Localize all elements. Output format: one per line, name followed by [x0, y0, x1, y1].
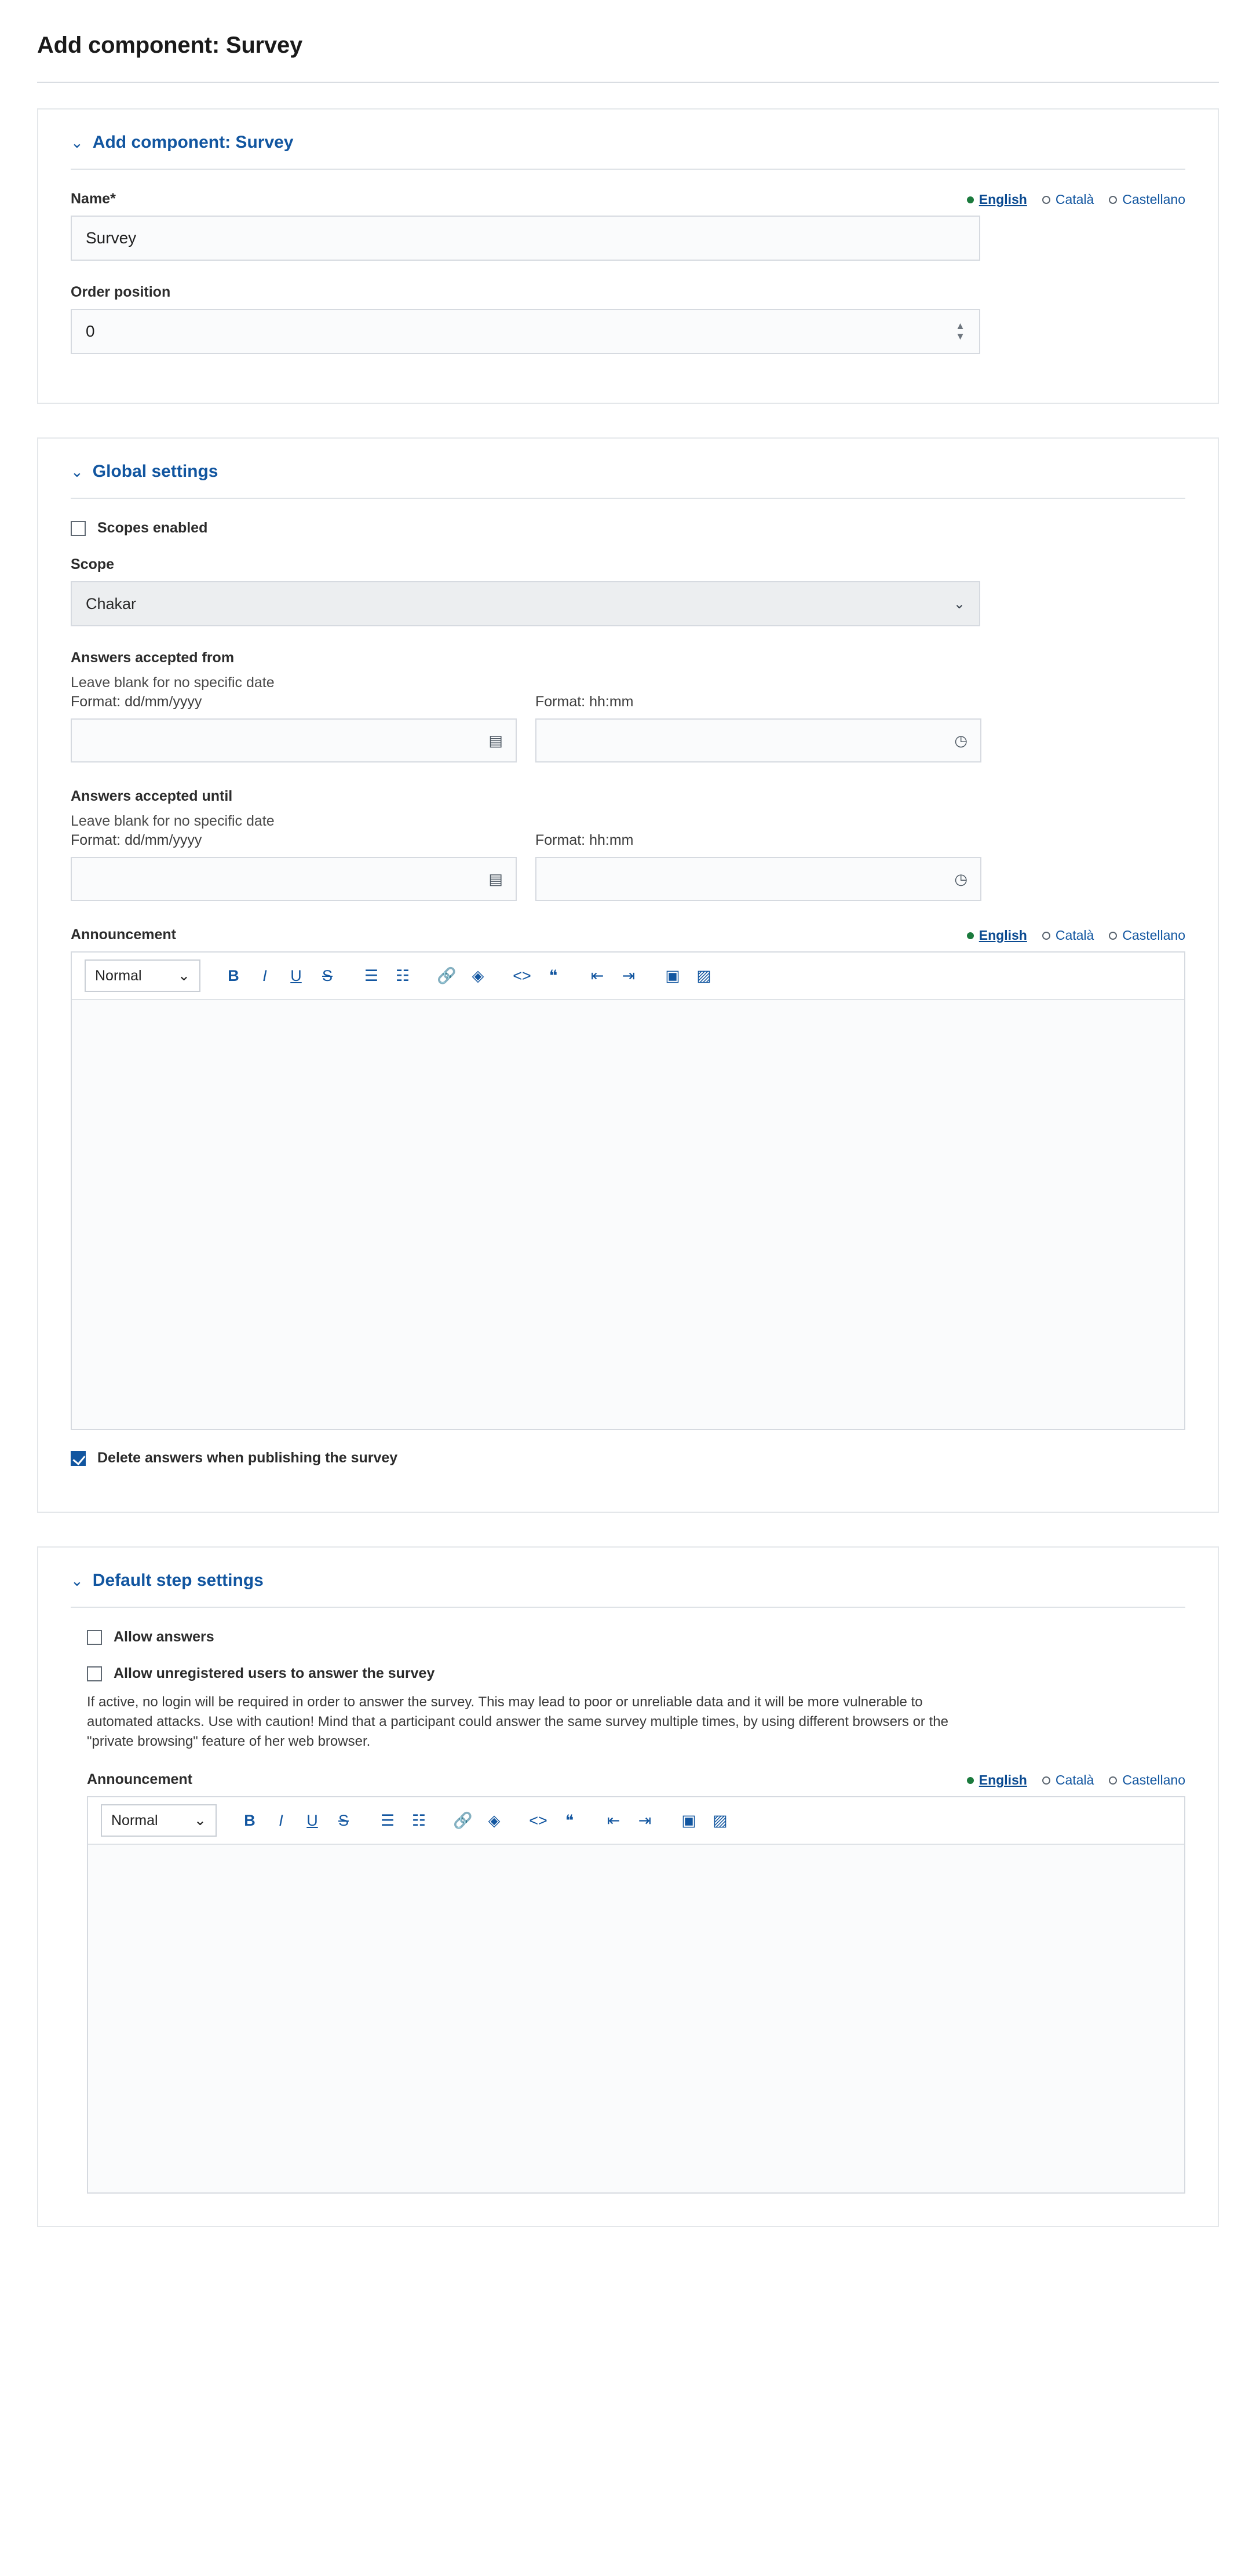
underline-icon[interactable]: U: [306, 1811, 318, 1829]
page-title: Add component: Survey: [37, 32, 303, 58]
chevron-down-icon: ⌄: [194, 1812, 206, 1829]
allow-unregistered-help-text: If active, no login will be required in order to answer the survey. This may lead to poor or unreliable data and it will be more vulnerable to automated attacks. Use with caution! Mind that a participant could answer the same survey multiple times, by using different browsers or the "private browsing" feature of her web browser.: [87, 1694, 948, 1750]
answers-until-row: [71, 832, 1185, 901]
order-position-input[interactable]: [71, 309, 980, 354]
name-input[interactable]: Survey: [71, 216, 980, 261]
answers-until-time-input[interactable]: [535, 857, 981, 901]
delete-answers-row[interactable]: [71, 1450, 1185, 1466]
indent-icon[interactable]: ⇥: [638, 1811, 652, 1829]
scope-label: Scope: [71, 556, 115, 572]
announcement-label-row-step: [87, 1771, 1185, 1788]
spinner-up-icon[interactable]: ▲: [955, 320, 965, 331]
clock-icon[interactable]: ◷: [954, 732, 967, 749]
lang-castellano[interactable]: [1109, 1772, 1185, 1788]
bold-icon[interactable]: B: [228, 966, 239, 984]
chevron-down-icon: ⌄: [71, 1572, 83, 1589]
lang-english-label: English: [978, 928, 1027, 943]
bullet-list-icon[interactable]: ☷: [395, 966, 410, 984]
calendar-icon[interactable]: ▤: [488, 732, 503, 749]
radio-dot-icon: [1042, 196, 1050, 204]
lang-catala[interactable]: [1042, 192, 1094, 207]
radio-dot-icon: [967, 1777, 974, 1784]
card-default-step-settings: [37, 1546, 1219, 2227]
indent-icon[interactable]: ⇥: [622, 966, 636, 984]
erase-styles-icon[interactable]: ◈: [472, 966, 484, 984]
strikethrough-icon[interactable]: S: [322, 966, 333, 984]
language-switcher-announcement-global[interactable]: [967, 928, 1185, 943]
time-format-hint: Format: hh:mm: [535, 832, 634, 848]
lang-castellano-label: Castellano: [1122, 192, 1185, 207]
card-title: Default step settings: [92, 1571, 264, 1590]
lang-catala[interactable]: [1042, 928, 1094, 943]
delete-answers-checkbox[interactable]: [71, 1451, 86, 1466]
outdent-icon[interactable]: ⇤: [590, 966, 604, 984]
announcement-editor-step[interactable]: [87, 1796, 1185, 2194]
card-header-add-component[interactable]: [71, 133, 1185, 170]
link-icon[interactable]: 🔗: [437, 967, 457, 984]
announcement-label: Announcement: [71, 926, 176, 943]
name-label: Name*: [71, 191, 116, 207]
delete-answers-label: Delete answers when publishing the survey: [97, 1450, 398, 1466]
paragraph-style-value: Normal: [95, 967, 142, 984]
chevron-down-icon: ⌄: [71, 134, 83, 151]
allow-answers-label: Allow answers: [114, 1629, 214, 1645]
lang-catala[interactable]: [1042, 1772, 1094, 1788]
italic-icon[interactable]: I: [262, 966, 267, 984]
lang-castellano-label: Castellano: [1122, 928, 1185, 943]
announcement-label-row-global: [71, 926, 1185, 943]
ordered-list-icon[interactable]: ☰: [364, 966, 379, 984]
paragraph-style-select[interactable]: [101, 1804, 217, 1837]
language-switcher-name[interactable]: [967, 192, 1185, 207]
scopes-enabled-row[interactable]: [71, 520, 1185, 537]
announcement-editor-global[interactable]: [71, 951, 1185, 1430]
clock-icon[interactable]: ◷: [954, 870, 967, 888]
answers-until-date-col: [71, 832, 517, 901]
announcement-editor-body-step[interactable]: [88, 1845, 1184, 2192]
bold-icon[interactable]: B: [244, 1811, 255, 1829]
answers-from-row: [71, 694, 1185, 762]
bullet-list-icon[interactable]: ☷: [411, 1811, 426, 1829]
order-position-value: 0: [86, 322, 95, 340]
time-format-hint: Format: hh:mm: [535, 694, 634, 710]
paragraph-style-value: Normal: [111, 1812, 158, 1829]
card-add-component: [37, 108, 1219, 404]
answers-from-date-col: [71, 694, 517, 762]
code-block-icon[interactable]: <>: [529, 1811, 547, 1829]
radio-dot-icon: [1109, 932, 1117, 940]
name-label-row: [71, 191, 1185, 207]
radio-dot-icon: [967, 196, 974, 203]
answers-from-date-input[interactable]: [71, 718, 517, 762]
paragraph-style-select[interactable]: [85, 959, 200, 992]
strikethrough-icon[interactable]: S: [338, 1811, 349, 1829]
lang-english-label: English: [978, 1772, 1027, 1788]
language-switcher-announcement-step[interactable]: [967, 1772, 1185, 1788]
video-icon[interactable]: ▣: [681, 1811, 696, 1829]
lang-english-label: English: [978, 192, 1027, 207]
date-format-hint: Format: dd/mm/yyyy: [71, 694, 202, 710]
answers-accepted-from-label: Answers accepted from: [71, 650, 235, 666]
answers-until-date-input[interactable]: [71, 857, 517, 901]
allow-answers-row[interactable]: [87, 1629, 1185, 1645]
italic-icon[interactable]: I: [279, 1811, 283, 1829]
outdent-icon[interactable]: ⇤: [607, 1811, 620, 1829]
answers-accepted-until-hint: Leave blank for no specific date: [71, 813, 275, 829]
card-title: Global settings: [92, 462, 218, 481]
answers-accepted-until-label: Answers accepted until: [71, 788, 233, 804]
answers-until-time-col: [535, 832, 981, 901]
number-spinner[interactable]: [955, 322, 965, 341]
order-position-label: Order position: [71, 284, 171, 300]
scopes-enabled-checkbox[interactable]: [71, 521, 86, 536]
lang-english[interactable]: [967, 1772, 1027, 1788]
lang-catala-label: Català: [1055, 1772, 1094, 1788]
lang-castellano-label: Castellano: [1122, 1772, 1185, 1788]
radio-dot-icon: [1109, 196, 1117, 204]
allow-unregistered-label: Allow unregistered users to answer the survey: [114, 1665, 435, 1681]
answers-from-time-input[interactable]: [535, 718, 981, 762]
blockquote-icon[interactable]: ❝: [549, 966, 558, 984]
blockquote-icon[interactable]: ❝: [565, 1811, 574, 1829]
image-icon[interactable]: ▨: [696, 966, 711, 984]
allow-answers-checkbox[interactable]: [87, 1630, 102, 1645]
chevron-down-icon: ⌄: [71, 463, 83, 480]
card-header-default-step-settings[interactable]: [71, 1571, 1185, 1608]
code-block-icon[interactable]: <>: [513, 966, 531, 984]
video-icon[interactable]: ▣: [665, 966, 680, 984]
card-title: Add component: Survey: [92, 133, 294, 152]
lang-castellano[interactable]: [1109, 928, 1185, 943]
erase-styles-icon[interactable]: ◈: [488, 1811, 501, 1829]
announcement-label: Announcement: [87, 1771, 192, 1788]
radio-dot-icon: [1109, 1776, 1117, 1785]
lang-english[interactable]: [967, 192, 1027, 207]
date-format-hint: Format: dd/mm/yyyy: [71, 832, 202, 848]
allow-unregistered-checkbox[interactable]: [87, 1666, 102, 1681]
lang-castellano[interactable]: [1109, 192, 1185, 207]
ordered-list-icon[interactable]: ☰: [380, 1811, 395, 1829]
radio-dot-icon: [1042, 1776, 1050, 1785]
scopes-enabled-label: Scopes enabled: [97, 520, 208, 536]
lang-english[interactable]: [967, 928, 1027, 943]
link-icon[interactable]: 🔗: [453, 1812, 473, 1830]
lang-catala-label: Català: [1055, 928, 1094, 943]
answers-from-time-col: [535, 694, 981, 762]
scope-select[interactable]: [71, 581, 980, 626]
step-settings-body: [71, 1629, 1185, 2194]
spinner-down-icon[interactable]: ▼: [955, 331, 965, 342]
card-global-settings: [37, 437, 1219, 1513]
calendar-icon[interactable]: ▤: [488, 870, 503, 888]
lang-catala-label: Català: [1055, 192, 1094, 207]
editor-toolbar[interactable]: [72, 953, 1184, 1000]
allow-unregistered-row[interactable]: [87, 1665, 1185, 1682]
scope-selected-value: Chakar: [86, 594, 137, 612]
title-divider: [37, 82, 1219, 83]
chevron-down-icon: ⌄: [953, 596, 965, 612]
radio-dot-icon: [967, 932, 974, 939]
editor-toolbar[interactable]: [88, 1797, 1184, 1845]
underline-icon[interactable]: U: [290, 966, 302, 984]
answers-accepted-from-hint: Leave blank for no specific date: [71, 674, 275, 691]
radio-dot-icon: [1042, 932, 1050, 940]
image-icon[interactable]: ▨: [713, 1811, 728, 1829]
card-header-global-settings[interactable]: [71, 462, 1185, 499]
announcement-editor-body-global[interactable]: [72, 1000, 1184, 1429]
chevron-down-icon: ⌄: [178, 968, 190, 984]
